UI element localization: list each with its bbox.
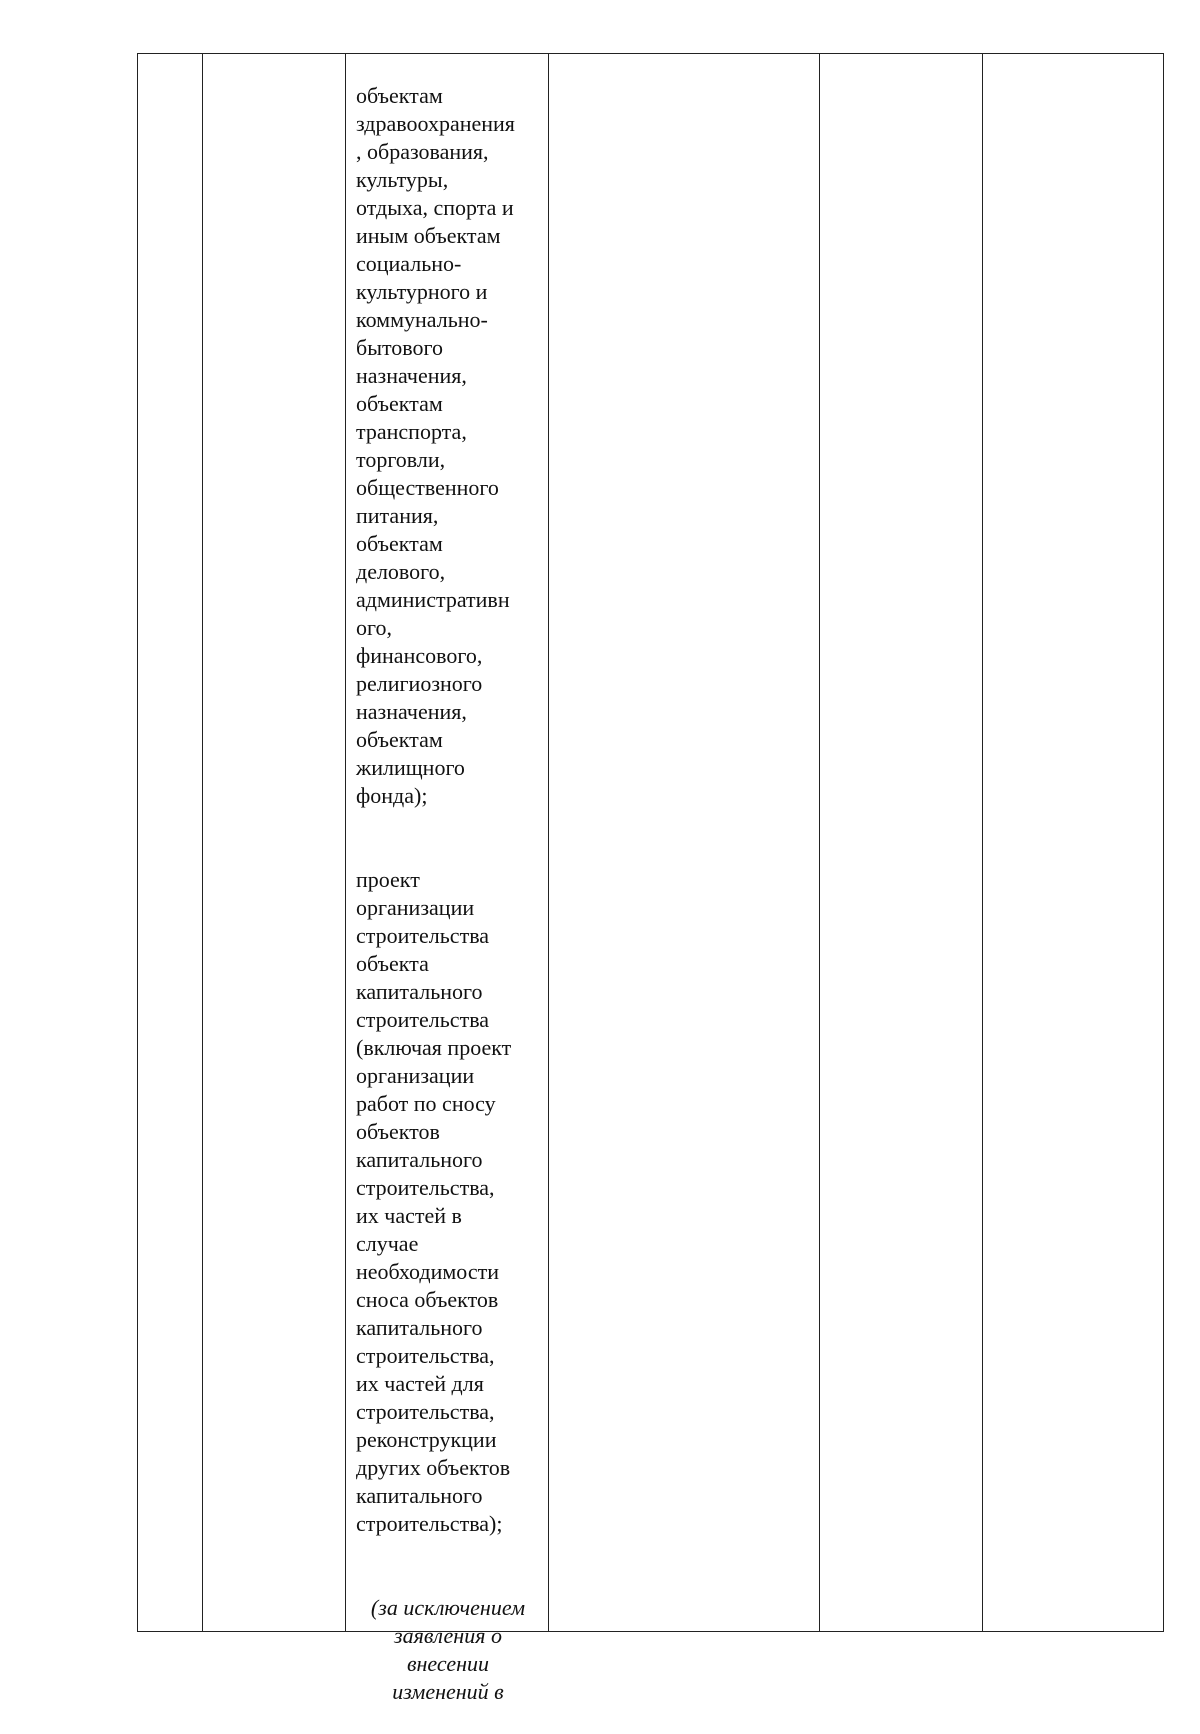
cell-italic-note: (за исключением заявления о внесении изменений в bbox=[370, 1595, 526, 1704]
column-divider-2 bbox=[345, 54, 346, 1631]
document-table bbox=[137, 53, 1164, 1704]
column-divider-5 bbox=[982, 54, 983, 1631]
cell-paragraph-objects: объектам здравоохранения , образования, культуры, отдыха, спорта и иным объектам социально- культурного и коммунально- бытового назначения, объектам транспорта, торговли, общественного питания, объектам делового, административн ого, финансового, религиозного назначения, объектам жилищного фонда); bbox=[356, 83, 515, 808]
table-cell-c3 bbox=[356, 54, 546, 1734]
column-divider-3 bbox=[548, 54, 549, 1631]
cell-paragraph-project: проект организации строительства объекта капитального строительства (включая проект организации работ по сносу объектов капитального строительства, их частей в случае необходимости сноса объектов капитального строительства, их частей для строительства, реконструкции других объектов капитального строительства); bbox=[356, 867, 512, 1536]
column-divider-1 bbox=[202, 54, 203, 1631]
column-divider-4 bbox=[819, 54, 820, 1631]
